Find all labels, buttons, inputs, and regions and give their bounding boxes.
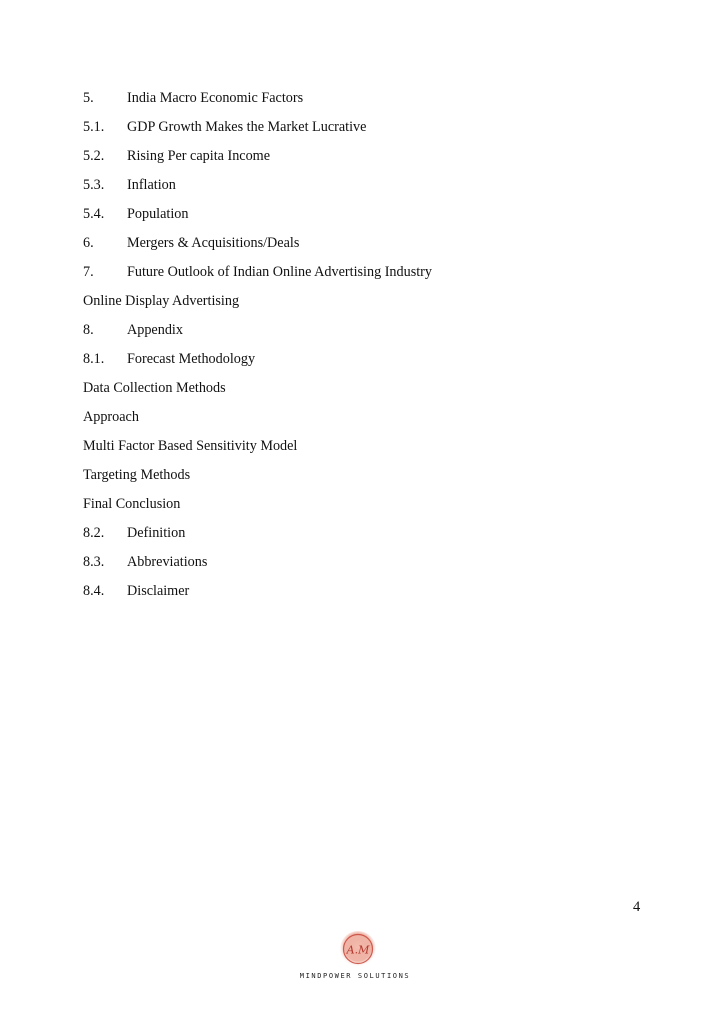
toc-entry-title: Future Outlook of Indian Online Advertising Industry [127, 264, 432, 280]
toc-entry-number: 6. [83, 235, 94, 251]
footer-logo [290, 930, 420, 985]
toc-entry-title: Appendix [127, 322, 183, 338]
toc-entry [83, 175, 643, 204]
toc-entry [83, 117, 643, 146]
toc-entry-title: Online Display Advertising [83, 293, 240, 309]
toc-entry-number: 8.4. [83, 583, 105, 599]
toc-entry-title: Rising Per capita Income [127, 148, 271, 164]
table-of-contents [83, 88, 643, 610]
toc-entry [83, 494, 643, 523]
toc-entry-title: Population [127, 206, 189, 222]
toc-entry-title: Mergers & Acquisitions/Deals [127, 235, 300, 251]
toc-entry-title: Data Collection Methods [83, 380, 226, 396]
logo-tagline: MINDPOWER SOLUTIONS [299, 972, 411, 980]
toc-entry [83, 349, 643, 378]
toc-entry [83, 523, 643, 552]
toc-entry-number: 8.1. [83, 351, 105, 367]
page-number: 4 [633, 899, 641, 915]
toc-entry [83, 436, 643, 465]
toc-entry-title: Definition [127, 525, 186, 541]
toc-entry-number: 5.2. [83, 148, 105, 164]
toc-entry [83, 407, 643, 436]
toc-entry [83, 262, 643, 291]
toc-entry-title: Final Conclusion [83, 496, 181, 512]
toc-entry-title: Targeting Methods [83, 467, 191, 483]
toc-entry [83, 204, 643, 233]
logo-letters: A.M [346, 943, 370, 957]
toc-entry-title: Disclaimer [127, 583, 190, 599]
toc-entry-number: 5. [83, 90, 94, 106]
toc-entry [83, 552, 643, 581]
toc-entry-number: 5.1. [83, 119, 105, 135]
toc-entry-number: 5.4. [83, 206, 105, 222]
toc-entry [83, 581, 643, 610]
toc-entry-title: India Macro Economic Factors [127, 90, 304, 106]
toc-entry [83, 320, 643, 349]
toc-entry-title: Abbreviations [127, 554, 208, 570]
mindpower-logo-icon [338, 930, 378, 970]
toc-entry-title: Forecast Methodology [127, 351, 256, 367]
toc-entry-number: 8.3. [83, 554, 105, 570]
toc-entry-number: 7. [83, 264, 94, 280]
toc-entry [83, 291, 643, 320]
toc-entry [83, 88, 643, 117]
toc-entry-number: 8.2. [83, 525, 105, 541]
toc-entry-title: Multi Factor Based Sensitivity Model [83, 438, 298, 454]
toc-entry [83, 465, 643, 494]
toc-entry-number: 8. [83, 322, 94, 338]
toc-entry-number: 5.3. [83, 177, 105, 193]
toc-entry-title: Inflation [127, 177, 176, 193]
toc-entry-title: Approach [83, 409, 139, 425]
toc-entry [83, 146, 643, 175]
toc-entry [83, 378, 643, 407]
toc-entry-title: GDP Growth Makes the Market Lucrative [127, 119, 367, 135]
toc-entry [83, 233, 643, 262]
